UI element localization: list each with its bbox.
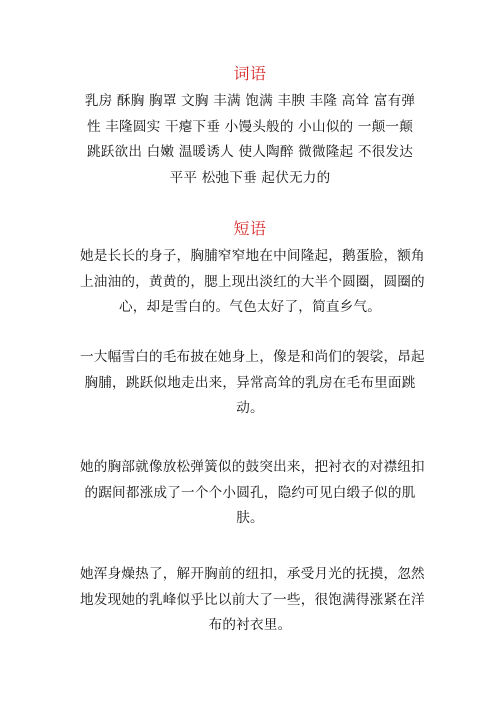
vocab-line: 性 丰隆圆实 干瘪下垂 小馒头般的 小山似的 一颠一颠: [86, 118, 414, 135]
paragraph-line: 上油油的，黄黄的，腮上现出淡红的大半个圆圈，圆圈的: [80, 273, 425, 290]
phrase-paragraph: [80, 455, 425, 532]
paragraph-line: 她浑身燥热了，解开胸前的纽扣，承受月光的抚摸，忽然: [80, 566, 425, 582]
phrase-paragraph: [80, 345, 425, 422]
paragraph-line: 动。: [236, 400, 264, 416]
paragraph-line: 布的衬衣里。: [208, 617, 292, 633]
vocab-line: 平平 松弛下垂 起伏无力的: [169, 169, 331, 186]
phrases-heading: 短语: [233, 219, 267, 238]
paragraph-line: 肤。: [236, 510, 264, 526]
paragraph-line: 地发现她的乳峰似乎比以前大了一些，很饱满得涨紧在洋: [80, 591, 425, 608]
phrase-paragraph: [80, 562, 425, 639]
paragraph-line: 胸脯，跳跃似地走出来，异常高耸的乳房在毛布里面跳: [84, 374, 416, 391]
phrase-paragraph: [80, 244, 425, 321]
vocab-heading: 词语: [233, 64, 267, 83]
paragraph-line: 她是长长的身子，胸脯窄窄地在中间隆起，鹅蛋脸，额角: [80, 248, 425, 264]
paragraph-line: 一大幅雪白的毛布披在她身上，像是和尚们的袈裟，昂起: [80, 349, 425, 365]
vocab-line: 乳房 酥胸 胸罩 文胸 丰满 饱满 丰腴 丰隆 高耸 富有弹: [84, 93, 416, 109]
vocab-line: 跳跃欲出 白嫩 温暖诱人 使人陶醉 微微隆起 不很发达: [86, 144, 414, 160]
paragraph-line: 的踞间都涨成了一个个小圆孔，隐约可见白缎子似的肌: [84, 484, 416, 501]
paragraph-line: 她的胸部就像放松弹簧似的鼓突出来，把衬衣的对襟纽扣: [80, 459, 425, 475]
vocab-list: [80, 89, 420, 191]
paragraph-line: 心，却是雪白的。气色太好了，简直乡气。: [118, 299, 382, 315]
